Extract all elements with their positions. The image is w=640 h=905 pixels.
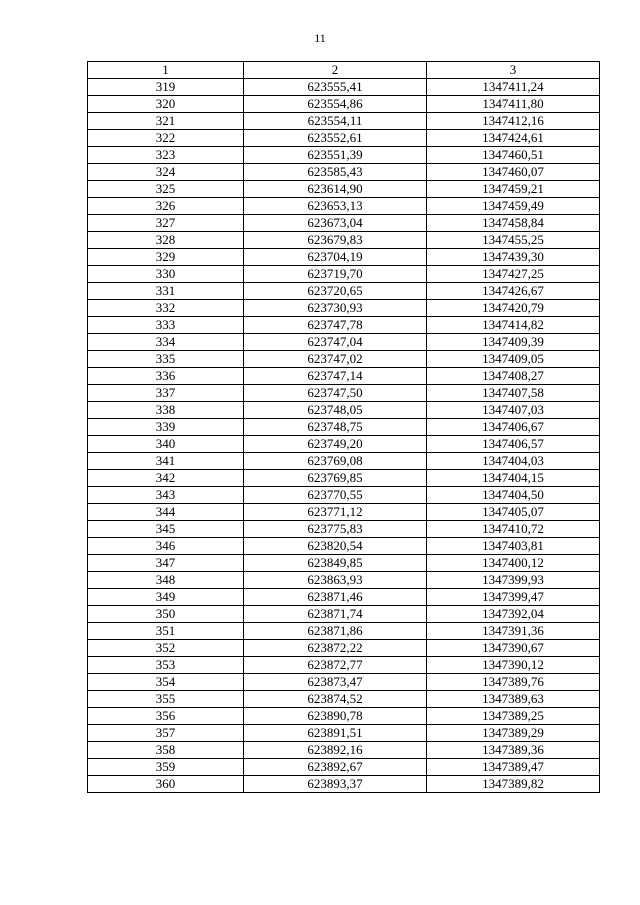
table-row: [88, 198, 600, 215]
table-row: [88, 283, 600, 300]
cell-y-coordinate: 1347412,16: [427, 113, 600, 130]
cell-x-coordinate: 623730,93: [244, 300, 427, 317]
cell-x-coordinate: 623769,85: [244, 470, 427, 487]
cell-x-coordinate: 623873,47: [244, 674, 427, 691]
cell-y-coordinate: 1347420,79: [427, 300, 600, 317]
cell-y-coordinate: 1347439,30: [427, 249, 600, 266]
cell-y-coordinate: 1347390,12: [427, 657, 600, 674]
column-header-y-coordinate: 3: [427, 62, 600, 79]
table-row: [88, 453, 600, 470]
cell-point-number: 353: [88, 657, 244, 674]
cell-y-coordinate: 1347389,29: [427, 725, 600, 742]
cell-x-coordinate: 623679,83: [244, 232, 427, 249]
cell-y-coordinate: 1347399,47: [427, 589, 600, 606]
cell-y-coordinate: 1347389,36: [427, 742, 600, 759]
cell-y-coordinate: 1347411,24: [427, 79, 600, 96]
cell-y-coordinate: 1347410,72: [427, 521, 600, 538]
table-row: [88, 351, 600, 368]
cell-point-number: 359: [88, 759, 244, 776]
column-header-point-number: 1: [88, 62, 244, 79]
cell-point-number: 330: [88, 266, 244, 283]
cell-x-coordinate: 623872,22: [244, 640, 427, 657]
cell-x-coordinate: 623747,04: [244, 334, 427, 351]
cell-point-number: 339: [88, 419, 244, 436]
table-row: [88, 249, 600, 266]
cell-y-coordinate: 1347390,67: [427, 640, 600, 657]
cell-point-number: 341: [88, 453, 244, 470]
cell-point-number: 350: [88, 606, 244, 623]
table-row: [88, 691, 600, 708]
table-row: [88, 147, 600, 164]
table-row: [88, 300, 600, 317]
cell-x-coordinate: 623890,78: [244, 708, 427, 725]
table-row: [88, 266, 600, 283]
cell-y-coordinate: 1347389,76: [427, 674, 600, 691]
cell-point-number: 323: [88, 147, 244, 164]
table-row: [88, 164, 600, 181]
cell-point-number: 336: [88, 368, 244, 385]
cell-x-coordinate: 623719,70: [244, 266, 427, 283]
cell-x-coordinate: 623552,61: [244, 130, 427, 147]
cell-y-coordinate: 1347404,15: [427, 470, 600, 487]
cell-point-number: 324: [88, 164, 244, 181]
cell-point-number: 319: [88, 79, 244, 96]
cell-point-number: 358: [88, 742, 244, 759]
table-row: [88, 96, 600, 113]
table-row: [88, 623, 600, 640]
table-row: [88, 368, 600, 385]
cell-x-coordinate: 623874,52: [244, 691, 427, 708]
cell-y-coordinate: 1347392,04: [427, 606, 600, 623]
cell-point-number: 328: [88, 232, 244, 249]
cell-y-coordinate: 1347460,07: [427, 164, 600, 181]
table-row: [88, 436, 600, 453]
cell-point-number: 331: [88, 283, 244, 300]
cell-y-coordinate: 1347411,80: [427, 96, 600, 113]
table-row: [88, 487, 600, 504]
cell-point-number: 338: [88, 402, 244, 419]
table-row: [88, 317, 600, 334]
page-number: 11: [314, 31, 326, 45]
cell-point-number: 340: [88, 436, 244, 453]
table-row: [88, 759, 600, 776]
table-row: [88, 572, 600, 589]
cell-point-number: 329: [88, 249, 244, 266]
table-row: [88, 130, 600, 147]
table-row: [88, 504, 600, 521]
cell-y-coordinate: 1347389,63: [427, 691, 600, 708]
cell-x-coordinate: 623775,83: [244, 521, 427, 538]
cell-point-number: 360: [88, 776, 244, 793]
cell-y-coordinate: 1347391,36: [427, 623, 600, 640]
cell-x-coordinate: 623554,11: [244, 113, 427, 130]
cell-x-coordinate: 623863,93: [244, 572, 427, 589]
cell-x-coordinate: 623892,16: [244, 742, 427, 759]
table-row: [88, 334, 600, 351]
cell-y-coordinate: 1347459,49: [427, 198, 600, 215]
table-row: [88, 113, 600, 130]
cell-x-coordinate: 623747,14: [244, 368, 427, 385]
cell-x-coordinate: 623673,04: [244, 215, 427, 232]
table-row: [88, 555, 600, 572]
cell-x-coordinate: 623554,86: [244, 96, 427, 113]
cell-y-coordinate: 1347414,82: [427, 317, 600, 334]
coordinates-table: [87, 61, 600, 793]
cell-y-coordinate: 1347405,07: [427, 504, 600, 521]
cell-x-coordinate: 623771,12: [244, 504, 427, 521]
cell-point-number: 348: [88, 572, 244, 589]
table-row: [88, 589, 600, 606]
cell-x-coordinate: 623871,74: [244, 606, 427, 623]
cell-y-coordinate: 1347459,21: [427, 181, 600, 198]
cell-y-coordinate: 1347409,05: [427, 351, 600, 368]
cell-x-coordinate: 623892,67: [244, 759, 427, 776]
table-row: [88, 657, 600, 674]
cell-point-number: 357: [88, 725, 244, 742]
table-header-row: [88, 62, 600, 79]
column-header-x-coordinate: 2: [244, 62, 427, 79]
cell-point-number: 321: [88, 113, 244, 130]
cell-y-coordinate: 1347400,12: [427, 555, 600, 572]
table-row: [88, 470, 600, 487]
cell-point-number: 326: [88, 198, 244, 215]
cell-y-coordinate: 1347404,50: [427, 487, 600, 504]
cell-point-number: 349: [88, 589, 244, 606]
cell-point-number: 347: [88, 555, 244, 572]
cell-point-number: 320: [88, 96, 244, 113]
cell-y-coordinate: 1347426,67: [427, 283, 600, 300]
table-header: [88, 62, 600, 79]
cell-x-coordinate: 623871,86: [244, 623, 427, 640]
cell-y-coordinate: 1347407,58: [427, 385, 600, 402]
cell-x-coordinate: 623704,19: [244, 249, 427, 266]
cell-x-coordinate: 623653,13: [244, 198, 427, 215]
cell-y-coordinate: 1347427,25: [427, 266, 600, 283]
cell-point-number: 352: [88, 640, 244, 657]
cell-point-number: 325: [88, 181, 244, 198]
cell-point-number: 343: [88, 487, 244, 504]
cell-x-coordinate: 623748,05: [244, 402, 427, 419]
cell-point-number: 355: [88, 691, 244, 708]
table-row: [88, 79, 600, 96]
table-row: [88, 606, 600, 623]
cell-y-coordinate: 1347404,03: [427, 453, 600, 470]
cell-point-number: 337: [88, 385, 244, 402]
table-body: [88, 79, 600, 793]
cell-x-coordinate: 623872,77: [244, 657, 427, 674]
table-row: [88, 402, 600, 419]
cell-point-number: 345: [88, 521, 244, 538]
cell-y-coordinate: 1347460,51: [427, 147, 600, 164]
cell-x-coordinate: 623891,51: [244, 725, 427, 742]
cell-point-number: 354: [88, 674, 244, 691]
cell-x-coordinate: 623747,50: [244, 385, 427, 402]
table-row: [88, 419, 600, 436]
cell-y-coordinate: 1347458,84: [427, 215, 600, 232]
cell-point-number: 342: [88, 470, 244, 487]
cell-x-coordinate: 623555,41: [244, 79, 427, 96]
cell-x-coordinate: 623747,78: [244, 317, 427, 334]
cell-point-number: 356: [88, 708, 244, 725]
cell-y-coordinate: 1347409,39: [427, 334, 600, 351]
cell-point-number: 322: [88, 130, 244, 147]
cell-x-coordinate: 623849,85: [244, 555, 427, 572]
table-row: [88, 385, 600, 402]
cell-x-coordinate: 623871,46: [244, 589, 427, 606]
cell-y-coordinate: 1347455,25: [427, 232, 600, 249]
table-row: [88, 674, 600, 691]
cell-x-coordinate: 623820,54: [244, 538, 427, 555]
cell-y-coordinate: 1347406,67: [427, 419, 600, 436]
table-row: [88, 181, 600, 198]
cell-point-number: 335: [88, 351, 244, 368]
cell-y-coordinate: 1347399,93: [427, 572, 600, 589]
table-row: [88, 521, 600, 538]
cell-point-number: 344: [88, 504, 244, 521]
cell-y-coordinate: 1347389,82: [427, 776, 600, 793]
cell-y-coordinate: 1347408,27: [427, 368, 600, 385]
cell-point-number: 333: [88, 317, 244, 334]
cell-point-number: 346: [88, 538, 244, 555]
table-row: [88, 776, 600, 793]
table-row: [88, 232, 600, 249]
cell-x-coordinate: 623585,43: [244, 164, 427, 181]
cell-point-number: 332: [88, 300, 244, 317]
cell-point-number: 327: [88, 215, 244, 232]
cell-point-number: 334: [88, 334, 244, 351]
cell-x-coordinate: 623770,55: [244, 487, 427, 504]
cell-x-coordinate: 623614,90: [244, 181, 427, 198]
cell-y-coordinate: 1347389,47: [427, 759, 600, 776]
cell-x-coordinate: 623747,02: [244, 351, 427, 368]
cell-x-coordinate: 623551,39: [244, 147, 427, 164]
cell-x-coordinate: 623748,75: [244, 419, 427, 436]
cell-y-coordinate: 1347403,81: [427, 538, 600, 555]
cell-point-number: 351: [88, 623, 244, 640]
table-row: [88, 742, 600, 759]
cell-x-coordinate: 623769,08: [244, 453, 427, 470]
table-row: [88, 640, 600, 657]
cell-x-coordinate: 623720,65: [244, 283, 427, 300]
cell-x-coordinate: 623749,20: [244, 436, 427, 453]
cell-x-coordinate: 623893,37: [244, 776, 427, 793]
table-row: [88, 708, 600, 725]
table-row: [88, 725, 600, 742]
cell-y-coordinate: 1347406,57: [427, 436, 600, 453]
table-row: [88, 538, 600, 555]
table-row: [88, 215, 600, 232]
cell-y-coordinate: 1347389,25: [427, 708, 600, 725]
cell-y-coordinate: 1347407,03: [427, 402, 600, 419]
cell-y-coordinate: 1347424,61: [427, 130, 600, 147]
